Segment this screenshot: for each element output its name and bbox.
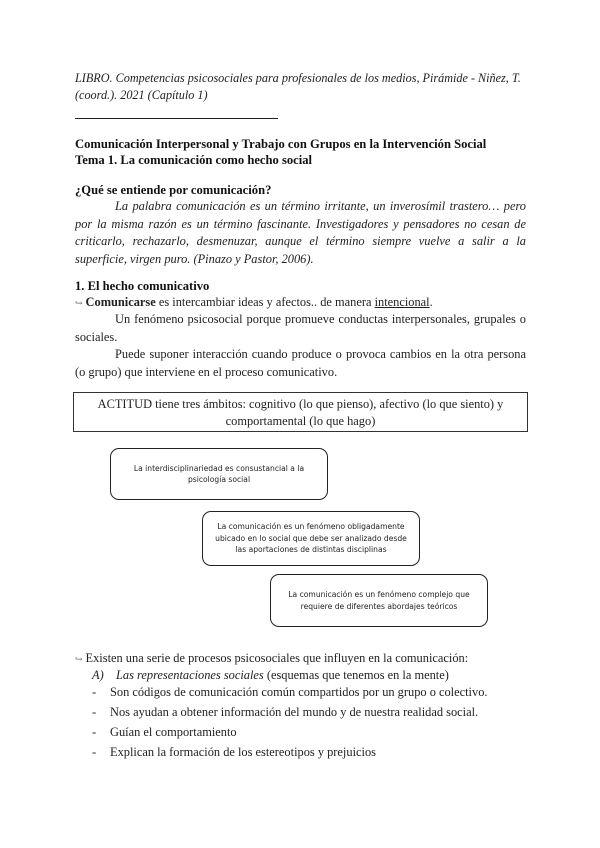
list-item-a <box>92 667 449 685</box>
bullet-item <box>92 684 522 702</box>
curved-arrow-icon: ↪ <box>75 298 83 308</box>
list-item-title: Las representaciones sociales <box>116 668 264 682</box>
actitud-box <box>73 392 528 432</box>
dash-marker: - <box>92 745 97 759</box>
bullet-item <box>92 744 522 762</box>
paragraph-interaction <box>75 346 526 381</box>
bullet-text: Nos ayudan a obtener información del mundo y de nuestra realidad social. <box>110 705 479 719</box>
diagram-box-text: La interdisciplinariedad es consustancial a la psicología social <box>133 463 305 484</box>
definition-underlined: intencional <box>374 295 430 309</box>
section-heading: 1. El hecho comunicativo <box>75 279 210 293</box>
definition-end: . <box>429 295 433 309</box>
bullet-item <box>92 724 522 742</box>
diagram-box-interdisciplinarity <box>110 448 328 500</box>
quote-paragraph <box>75 198 526 268</box>
bullet-text: Guían el comportamiento <box>110 725 237 739</box>
quote-text: La palabra comunicación es un término irritante, un inverosímil trastero… pero por la misma razón es un término fascinante. Investigadores y pensadores no cesan de criticarlo, rechazarlo, desmenuzar, aunque el término siempre vuelve a salir a la superficie, virgen puro. (Pinazo y Pastor, 2006). <box>75 199 526 266</box>
diagram-box-social-phenomenon <box>202 511 420 566</box>
paragraph-psychosocial <box>75 311 526 346</box>
book-reference: LIBRO. Competencias psicosociales para profesionales de los medios, Pirámide - Niñez, T. (coord.). 2021 (Capítulo 1) <box>75 71 521 102</box>
processes-intro-text: Existen una serie de procesos psicosociales que influyen en la comunicación: <box>85 651 469 665</box>
topic-title: Tema 1. La comunicación como hecho social <box>75 153 313 167</box>
diagram-box-complex-phenomenon <box>270 574 488 627</box>
course-title: Comunicación Interpersonal y Trabajo con Grupos en la Intervención Social <box>75 137 487 151</box>
actitud-line-2: comportamental (lo que hago) <box>225 413 376 428</box>
paragraph-text: Puede suponer interacción cuando produce o provoca cambios en la otra persona (o grupo) que interviene en el proceso comunicativo. <box>75 347 526 379</box>
dash-marker: - <box>92 685 97 699</box>
definition-text: es intercambiar ideas y afectos.. de manera <box>155 295 375 309</box>
diagram-box-text: La comunicación es un fenómeno obligadamente ubicado en lo social que debe ser analizado desde las aportaciones de distintas disciplinas <box>215 522 407 555</box>
diagram-box-text: La comunicación es un fenómeno complejo que requiere de diferentes abordajes teóricos <box>288 590 470 611</box>
list-letter: A) <box>92 668 104 682</box>
bullet-text: Son códigos de comunicación común compartidos por un grupo o colectivo. <box>110 685 488 699</box>
paragraph-text: Un fenómeno psicosocial porque promueve conductas interpersonales, grupales o sociales. <box>75 312 526 344</box>
curved-arrow-icon: ↪ <box>75 654 83 664</box>
question-heading: ¿Qué se entiende por comunicación? <box>75 183 272 197</box>
reference-divider <box>75 118 278 119</box>
processes-intro <box>75 650 468 669</box>
dash-marker: - <box>92 705 97 719</box>
actitud-line-1: ACTITUD tiene tres ámbitos: cognitivo (lo que pienso), afectivo (lo que siento) y <box>97 397 504 411</box>
dash-marker: - <box>92 725 97 739</box>
bullet-item <box>92 704 522 722</box>
definition-term: Comunicarse <box>85 295 156 309</box>
bullet-text: Explican la formación de los estereotipos y prejuicios <box>110 745 376 759</box>
definition-line <box>75 294 530 313</box>
list-item-note: (esquemas que tenemos en la mente) <box>263 668 449 682</box>
